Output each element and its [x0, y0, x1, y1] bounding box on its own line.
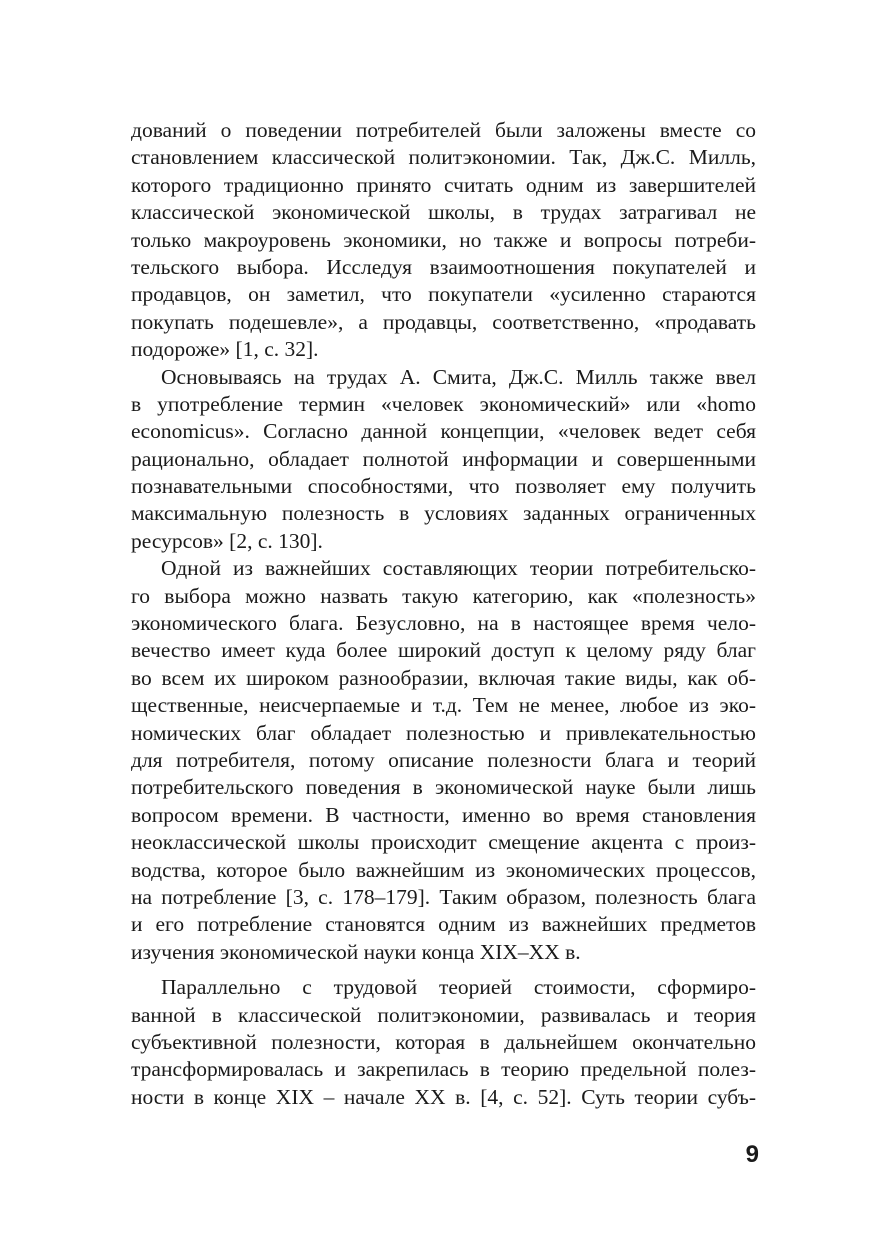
text-line: максимальную полезность в условиях заданных ограниченных [131, 501, 756, 526]
text-line: ресурсов» [2, с. 130]. [131, 528, 323, 553]
text-line: вечество имеет куда более широкий доступ к целому ряду благ [131, 638, 756, 663]
text-line: которого традиционно принято считать одним из завершителей [131, 172, 756, 197]
paragraph-3 [131, 555, 756, 966]
text-line: и его потребление становятся одним из важнейших предметов [131, 912, 756, 937]
text-line: Одной из важнейших составляющих теории потребительско- [161, 556, 756, 581]
text-line: дований о поведении потребителей были заложены вместе со [131, 118, 756, 142]
text-line: ванной в классической политэкономии, развивалась и теория [131, 1002, 756, 1027]
text-line: экономического блага. Безусловно, на в настоящее время чело- [131, 611, 756, 636]
text-line: потребительского поведения в экономической науке были лишь [131, 775, 756, 800]
paragraph-2 [131, 364, 756, 556]
text-line: для потребителя, потому описание полезности блага и теорий [131, 747, 756, 772]
text-line: го выбора можно назвать такую категорию, как «полезность» [131, 583, 756, 608]
page-number: 9 [745, 1141, 759, 1168]
text-line: неоклассической школы происходит смещение акцента с произ- [131, 830, 756, 855]
text-line: economicus». Согласно данной концепции, «человек ведет себя [131, 419, 756, 444]
text-line: водства, которое было важнейшим из экономических процессов, [131, 857, 756, 882]
text-line: только макроуровень экономики, но также и вопросы потреби- [131, 227, 756, 252]
text-line: подороже» [1, с. 32]. [131, 337, 319, 362]
text-line: номических благ обладает полезностью и привлекательностью [131, 720, 756, 745]
text-line: покупать подешевле», а продавцы, соответственно, «продавать [131, 309, 756, 334]
text-line: на потребление [3, с. 178–179]. Таким образом, полезность блага [131, 884, 756, 909]
text-line: изучения экономической науки конца XIX–XX в. [131, 939, 581, 964]
text-line: становлением классической политэкономии. Так, Дж.С. Милль, [131, 145, 756, 170]
page-body [131, 117, 756, 1111]
text-line: в употребление термин «человек экономический» или «homo [131, 391, 756, 416]
text-line: рационально, обладает полнотой информации и совершенными [131, 446, 756, 471]
text-line: классической экономической школы, в трудах затрагивал не [131, 200, 756, 225]
text-line: продавцов, он заметил, что покупатели «усиленно стараются [131, 282, 756, 307]
paragraph-1 [131, 117, 756, 364]
text-line: трансформировалась и закрепилась в теорию предельной полез- [131, 1057, 756, 1082]
text-line: познавательными способностями, что позволяет ему получить [131, 474, 756, 499]
text-line: щественные, неисчерпаемые и т.д. Тем не менее, любое из эко- [131, 693, 756, 718]
text-line: во всем их широком разнообразии, включая такие виды, как об- [131, 665, 756, 690]
text-line: Основываясь на трудах А. Смита, Дж.С. Милль также ввел [161, 364, 756, 389]
text-line: вопросом времени. В частности, именно во время становления [131, 802, 756, 827]
text-line: Параллельно с трудовой теорией стоимости, сформиро- [161, 975, 756, 1000]
text-line: субъективной полезности, которая в дальнейшем окончательно [131, 1029, 756, 1054]
text-line: ности в конце XIX – начале XX в. [4, с. 52]. Суть теории субъ- [131, 1084, 756, 1109]
text-line: тельского выбора. Исследуя взаимоотношения покупателей и [131, 254, 756, 279]
paragraph-4 [131, 974, 756, 1111]
paragraph-gap [131, 966, 756, 974]
